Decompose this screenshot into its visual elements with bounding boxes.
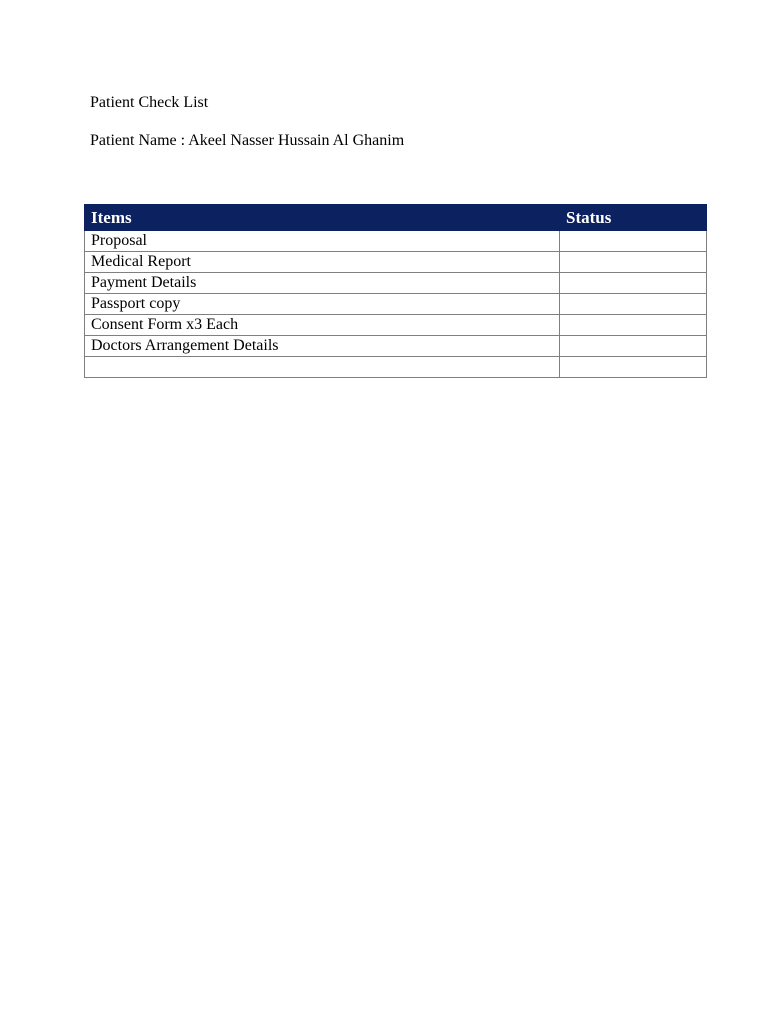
document-title: Patient Check List <box>90 94 209 111</box>
status-cell <box>560 252 707 273</box>
status-cell <box>560 336 707 357</box>
table-row <box>85 315 707 336</box>
item-cell: Doctors Arrangement Details <box>85 336 560 357</box>
item-cell: Payment Details <box>85 273 560 294</box>
table-row <box>85 231 707 252</box>
table-row <box>85 252 707 273</box>
table-row <box>85 357 707 378</box>
status-cell <box>560 357 707 378</box>
item-cell: Proposal <box>85 231 560 252</box>
table-row <box>85 336 707 357</box>
table-row <box>85 294 707 315</box>
header-status: Status <box>560 205 707 231</box>
status-cell <box>560 273 707 294</box>
patient-name-line: Patient Name : Akeel Nasser Hussain Al Ghanim <box>90 132 405 149</box>
status-cell <box>560 231 707 252</box>
checklist-table <box>84 204 707 378</box>
status-cell <box>560 315 707 336</box>
item-cell: Medical Report <box>85 252 560 273</box>
item-cell: Consent Form x3 Each <box>85 315 560 336</box>
item-cell: Passport copy <box>85 294 560 315</box>
status-cell <box>560 294 707 315</box>
table-row <box>85 273 707 294</box>
table-header-row <box>85 205 707 231</box>
header-items: Items <box>85 205 560 231</box>
item-cell <box>85 357 560 378</box>
